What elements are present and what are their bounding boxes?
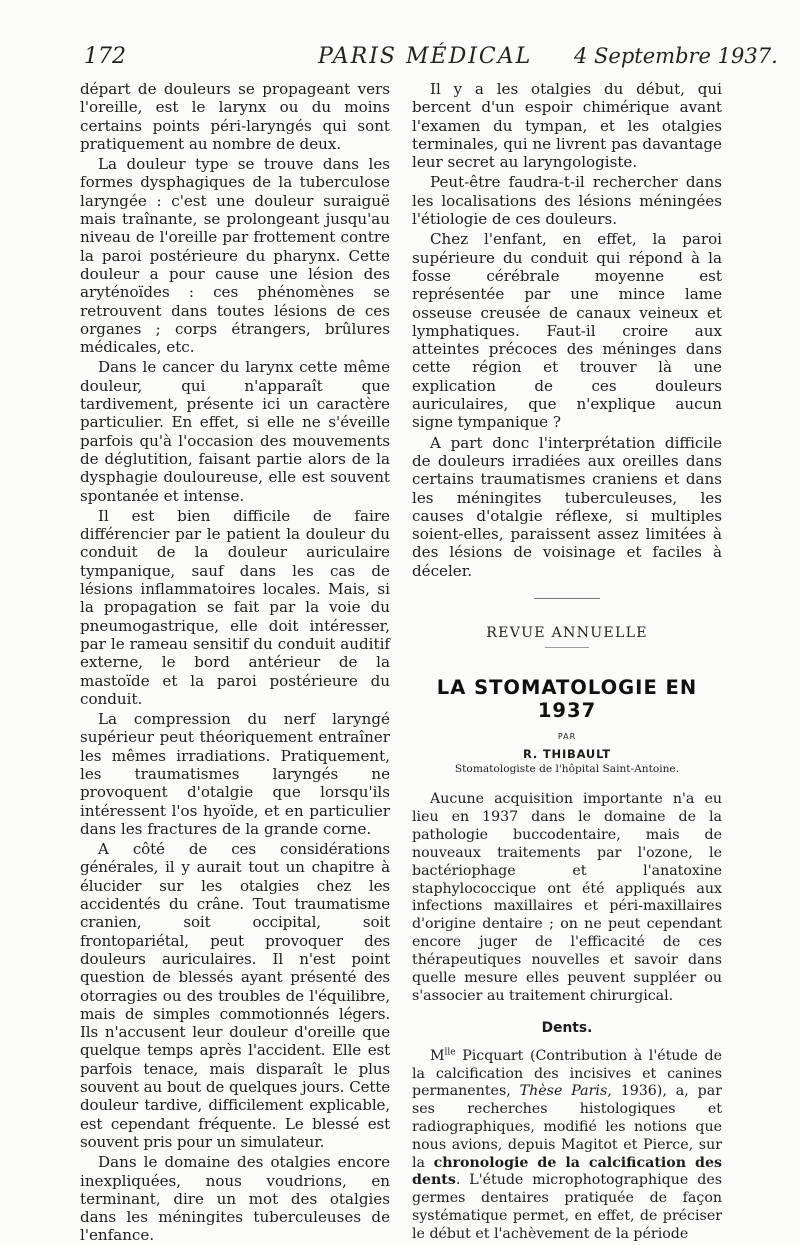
page-number: 172	[84, 44, 126, 69]
subheading-dents: Dents.	[541, 1019, 593, 1036]
bold-term: chronologie de la calcification des dents	[412, 1154, 722, 1189]
text-run: Picquart (Contribution à l'étude de la calcification des incisives et canines permanentes,	[412, 1047, 722, 1100]
text-run: , 1936), a, par ses recherches histologiques et radiographiques, modifié les notions que nous avions, depuis Magitot et Pierce, sur la	[412, 1083, 722, 1171]
abstract	[412, 791, 722, 1006]
section-divider	[534, 598, 600, 599]
paragraph: A côté de ces considérations générales, il y aurait tout un chapitre à élucider sur les otalgies chez les accidentés du crâne. Tout traumatisme cranien, soit occipital, soit frontopariétal, peut provoquer des douleurs auriculaires. Il n'est point question de blessés ayant présenté des otorragies ou des troubles de l'équilibre, mais de simples commotionnés légers. Ils n'accusent leur douleur d'oreille que quelque temps après l'accident. Elle est parfois tenace, mais disparaît le plus souvent au bout de quelques jours. Cette douleur tardive, difficilement explicable, est cependant fréquente. Le blessé est souvent pris pour un simulateur.	[80, 840, 390, 1151]
paragraph: Dans le domaine des otalgies encore inexpliquées, nous voudrions, en terminant, dire un mot des otalgies dans les méningites tuberculeuses de l'enfance.	[80, 1153, 390, 1245]
paragraph: départ de douleurs se propageant vers l'oreille, est le larynx ou du moins certains points péri-laryngés qui sont pratiquement au nombre de deux.	[80, 80, 390, 153]
left-column	[80, 80, 390, 1245]
paragraph: Il est bien difficile de faire différencier par le patient la douleur du conduit de la douleur auriculaire tympanique, sauf dans les cas de lésions inflammatoires locales. Mais, si la propagation se fait par la voie du pneumogastrique, elle doit intéresser, par le rameau sensitif du conduit auditif externe, le bord antérieur de la mastoïde et la paroi postérieure du conduit.	[80, 506, 390, 708]
paragraph: A part donc l'interprétation difficile de douleurs irradiées aux oreilles dans certains traumatismes craniens et dans les méningites tuberculeuses, les causes d'otalgie réflexe, si multiples soient-elles, paraissent assez limitées à des lésions de voisinage et faciles à déceler.	[412, 433, 722, 580]
byline-par: PAR	[557, 732, 577, 742]
kicker-underline	[545, 647, 589, 648]
thesis-citation: Thèse Paris	[519, 1083, 608, 1100]
right-column	[412, 80, 722, 1244]
paragraph: La douleur type se trouve dans les formes dysphagiques de la tuberculose laryngée : c'est une douleur suraiguë mais traînante, se prolongeant jusqu'au niveau de l'oreille par frottement contre la paroi postérieure du pharynx. Cette douleur a pour cause une lésion des aryténoïdes : ces phénomènes se retrouvent dans toutes lésions de ces organes ; corps étrangers, brûlures médicales, etc.	[80, 155, 390, 357]
article-author: R. THIBAULT	[523, 747, 611, 762]
paragraph: Peut-être faudra-t-il rechercher dans les localisations des lésions méningées l'étiologie de ces douleurs.	[412, 173, 722, 229]
paragraph: Il y a les otalgies du début, qui bercent d'un espoir chimérique avant l'examen du tympan, et les otalgies terminales, qui ne livrent pas davantage leur secret au laryngologiste.	[412, 80, 722, 172]
abstract-text: Aucune acquisition importante n'a eu lieu en 1937 dans le domaine de la pathologie buccodentaire, mais de nouveaux traitements par l'ozone, le bactériophage et l'anatoxine staphylococcique ont été appliqués aux infections maxillaires et péri-maxillaires d'origine dentaire ; on ne peut cependant encore juger de l'efficacité de ces thérapeutiques nouvelles et savoir dans quelle mesure elles peuvent suppléer ou s'associer au traitement chirurgical.	[412, 791, 722, 1004]
journal-title: PARIS MÉDICAL	[318, 44, 533, 69]
mlle-abbrev: M	[430, 1047, 445, 1064]
paragraph: Dans le cancer du larynx cette même douleur, qui n'apparaît que tardivement, présente ici un caractère particulier. En effet, si elle ne s'éveille parfois qu'à l'occasion des mouvements de déglutition, faisant partie alors de la dysphagie douloureuse, elle est souvent spontanée et intense.	[80, 358, 390, 505]
issue-date: 4 Septembre 1937.	[574, 44, 778, 68]
text-run: . L'étude microphotographique des germes dentaires pratiquée de façon systématique permet, en effet, de préciser le début et l'achèvement de la période	[412, 1172, 722, 1242]
section-kicker: REVUE ANNUELLE	[486, 625, 648, 642]
article-title: LA STOMATOLOGIE EN 1937	[436, 676, 698, 723]
paragraph: La compression du nerf laryngé supérieur peut théoriquement entraîner les mêmes irradiations. Pratiquement, les traumatismes laryngés ne provoquent d'otalgie que lorsqu'ils intéressent l'os hyoïde, et en particulier dans les fractures de la grande corne.	[80, 710, 390, 838]
author-affiliation: Stomatologiste de l'hôpital Saint-Antoine.	[454, 763, 680, 776]
mlle-superscript: lle	[444, 1047, 456, 1058]
paragraph: Chez l'enfant, en effet, la paroi supérieure du conduit qui répond à la fosse cérébrale moyenne est représentée par une mince lame osseuse creusée de canaux veineux et lymphatiques. Faut-il croire aux atteintes précoces des méninges dans cette région et trouver là une explication de ces douleurs auriculaires, que n'explique aucun signe tympanique ?	[412, 230, 722, 432]
